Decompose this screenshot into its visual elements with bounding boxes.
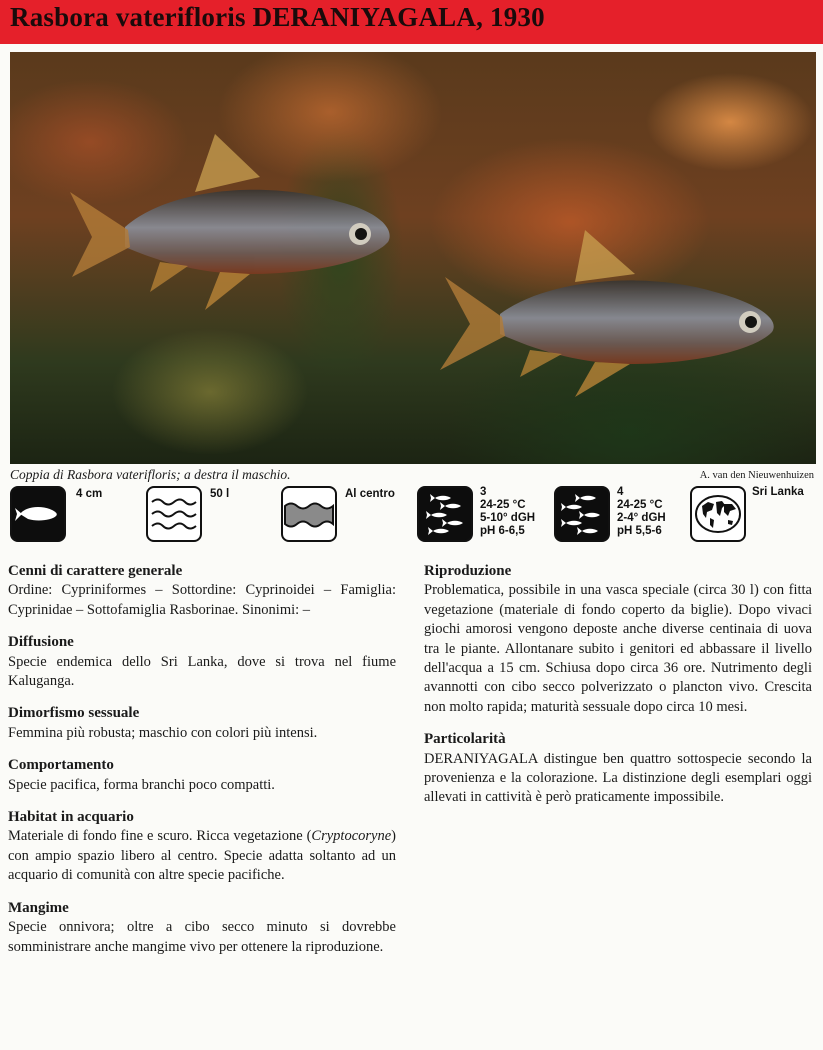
- section-text: Ordine: Cypriniformes – Sottordine: Cyprinoidei – Famiglia: Cyprinidae – Sottofamiglia Rasborinae. Sinonimi: –: [8, 582, 396, 618]
- swimming-zone-icon: [281, 486, 337, 542]
- section-text: Materiale di fondo fine e scuro. Ricca vegetazione (Cryptocoryne) con ampio spazio libero al centro. Specie adatta soltanto ad un acquario di comunità con altre specie pacifiche.: [8, 828, 396, 884]
- world-map-icon: [690, 486, 746, 542]
- section-heading: Dimorfismo sessuale: [8, 705, 140, 722]
- section-text: Problematica, possibile in una vasca speciale (circa 30 l) con fitta vegetazione (materiale di fondo coperto da biglie). Dopo vivaci giochi amorosi vengono deposte anche diverse centinaia di uova tra le piante. Allontanare subito i genitori ed abbassare il livello dell'acqua a 15 cm. Schiusa dopo circa 36 ore. Nutrimento degli avannotti con cibo secco polverizzato o plancton vivo. Crescita non molto rapida; maturità sessuale dopo circa 10 mesi.: [424, 582, 812, 715]
- fish-size-icon: [10, 486, 66, 542]
- fish-photo: [10, 52, 816, 464]
- section-heading: Mangime: [8, 899, 69, 916]
- section-heading: Diffusione: [8, 634, 74, 651]
- aquarium-volume-icon: [146, 486, 202, 542]
- photo-caption: Coppia di Rasbora vaterifloris; a destra il maschio.: [10, 467, 291, 482]
- fish-size-label: 4 cm: [76, 488, 103, 500]
- section-heading: Comportamento: [8, 757, 114, 774]
- photo-credit: A. van den Nieuwenhuizen: [699, 470, 814, 481]
- aquarium-volume-label: 50 l: [210, 488, 230, 500]
- section-text: Specie endemica dello Sri Lanka, dove si trova nel fiume Kaluganga.: [8, 653, 396, 690]
- breeding-conditions-icon: [554, 486, 610, 542]
- title-bar: [0, 0, 823, 44]
- section-text: DERANIYAGALA distingue ben quattro sottospecie secondo la provenienza e la colorazione. La distinzione degli esemplari oggi allevati in cattività è però praticamente impossibile.: [424, 750, 812, 806]
- swimming-zone-label: Al centro: [345, 488, 395, 500]
- section-heading: Habitat in acquario: [8, 809, 134, 826]
- breeding-conditions-label: 4 24-25 °C 2-4° dGH pH 5,5-6: [617, 486, 666, 537]
- world-map-label: Sri Lanka: [752, 486, 804, 498]
- fish-right: [440, 230, 774, 397]
- section-text: Femmina più robusta; maschio con colori più intensi.: [8, 724, 318, 741]
- section-heading: Cenni di carattere generale: [8, 563, 183, 579]
- left-column: [8, 562, 396, 970]
- section-text: Specie onnivora; oltre a cibo secco minuto si dovrebbe somministrare anche mangime vivo per ottenere la riproduzione.: [8, 919, 396, 955]
- section-text: Specie pacifica, forma branchi poco compatti.: [8, 776, 275, 793]
- water-conditions-label: 3 24-25 °C 5-10° dGH pH 6-6,5: [480, 486, 536, 537]
- section-heading: Riproduzione: [424, 563, 512, 579]
- water-conditions-icon: [417, 486, 473, 542]
- page-title: Rasbora vaterifloris DERANIYAGALA, 1930: [10, 2, 545, 32]
- fish-left: [70, 134, 390, 310]
- right-column: [424, 562, 812, 821]
- section-heading: Particolarità: [424, 731, 506, 748]
